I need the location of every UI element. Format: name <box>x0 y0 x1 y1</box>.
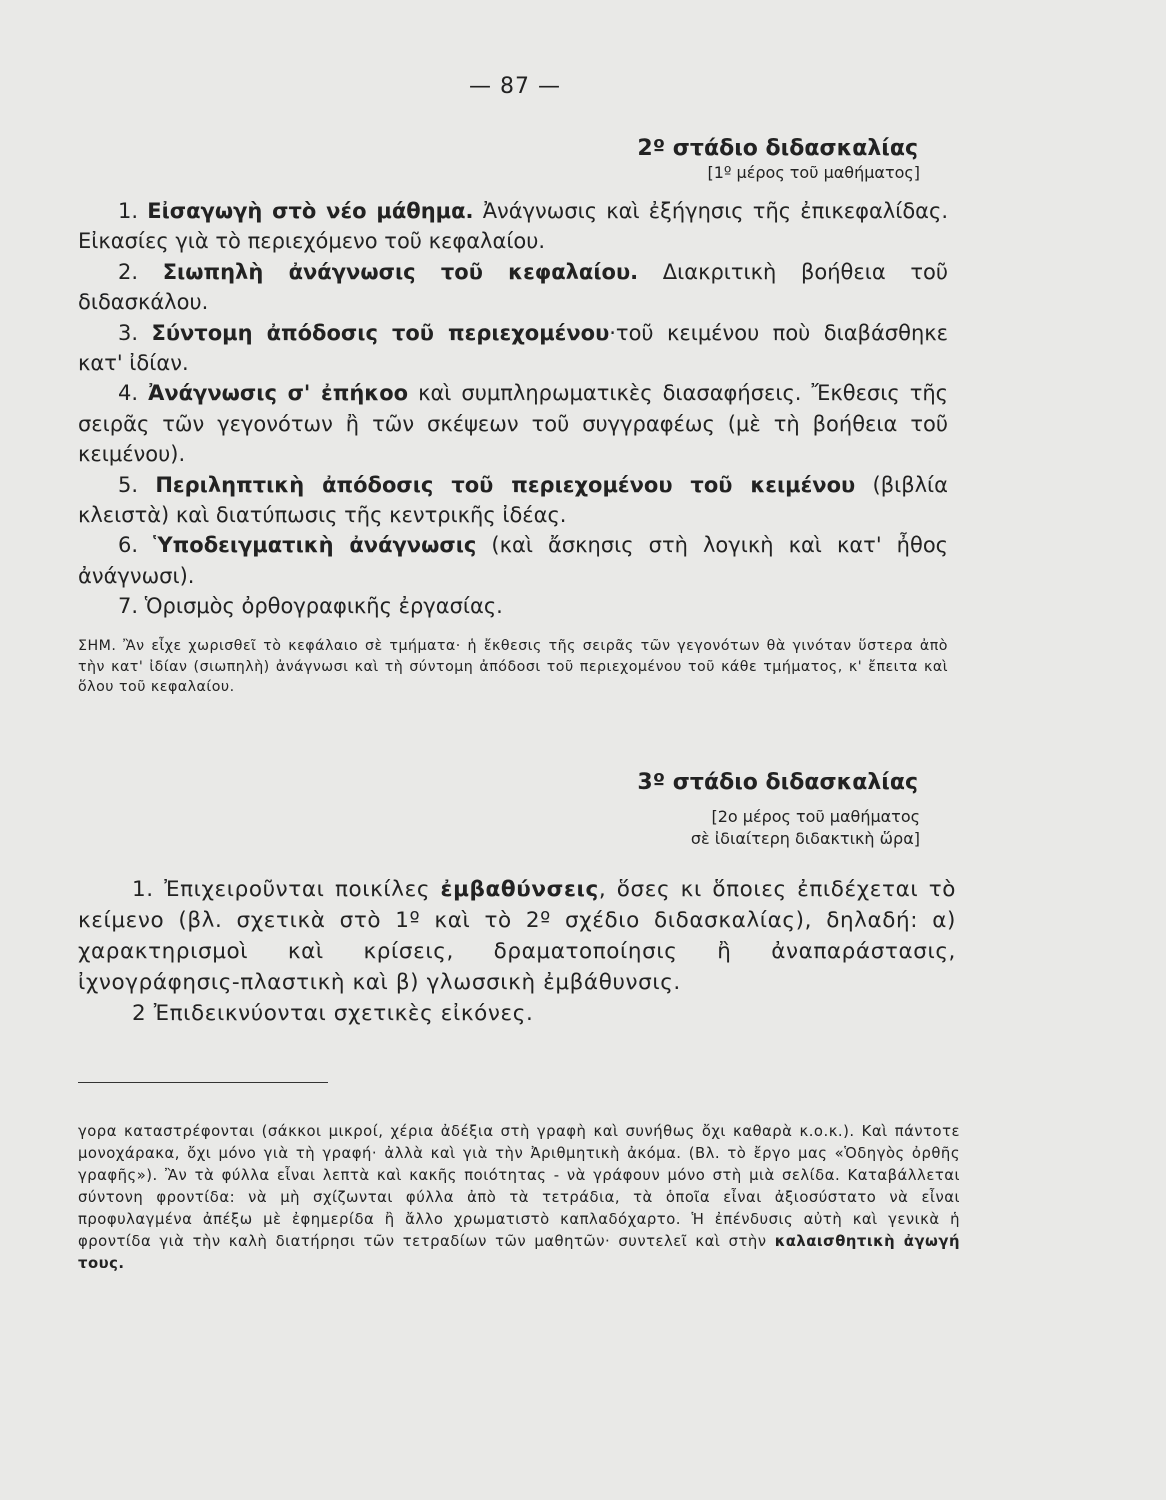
footnote-text: γορα καταστρέφονται (σάκκοι μικροί, χέρια ἀδέξια στὴ γραφὴ καὶ συνήθως ὄχι καθαρὰ κ.ο.κ.). Καὶ πάντοτε μονοχάρακα, ὄχι μόνο γιὰ τὴ γραφή· ἀλλὰ καὶ γιὰ τὴν Ἀριθμητικὴ ἀκόμα. (Βλ. τὸ ἔργο μας «Ὁδηγὸς ὀρθῆς γραφῆς»). Ἂν τὰ φύλλα εἶναι λεπτὰ καὶ κακῆς ποιότητας - νὰ γράφουν μόνο στὴ μιὰ σελίδα. Καταβάλλεται σύντονη φροντίδα: νὰ μὴ σχίζωνται φύλλα ἀπὸ τὰ τετράδια, τὰ ὁποῖα εἶναι ἀξιοσύστατο νὰ εἶναι προφυλαγμένα ἀπέξω μὲ ἐφημερίδα ἢ ἄλλο χρωματιστὸ καπλαδόχαρτο. Ἡ ἐπένδυσις αὐτὴ καὶ γενικὰ ἡ φροντίδα γιὰ τὴν καλὴ διατήρησι τῶν τετραδίων τῶν μαθητῶν· συντελεῖ καὶ στὴν <box>78 1123 960 1250</box>
footnote-emphasis: καλαισθητικὴ ἀγωγή τους. <box>78 1233 960 1272</box>
item-number: 2. <box>118 259 139 284</box>
item-text: (καὶ ἄσκησις στὴ λογικὴ καὶ κατ' ἦθος ἀνάγνωσι). <box>78 533 949 588</box>
footnote-rule <box>78 1082 328 1083</box>
section3-subheading <box>691 806 920 850</box>
page-number: — 87 — <box>469 74 561 99</box>
item-text: Ὁρισμὸς ὀρθογραφικῆς ἐργασίας. <box>144 594 503 619</box>
list-item <box>78 470 948 531</box>
list-item: 2 Ἐπιδεικνύονται σχετικὲς εἰκόνες. <box>132 1001 534 1026</box>
section3-body <box>78 874 956 1029</box>
item-number: 3. <box>118 320 139 345</box>
list-item <box>78 378 948 469</box>
list-item <box>78 196 948 257</box>
item-number: 1. <box>132 877 154 902</box>
subheading-line: σὲ ἰδιαίτερη διδακτικὴ ὥρα] <box>690 829 920 848</box>
item-title: Σιωπηλὴ ἀνάγνωσις τοῦ κεφαλαίου. <box>162 259 639 284</box>
item-number: 4. <box>118 381 139 406</box>
section2-subheading: [1º μέρος τοῦ μαθήματος] <box>707 163 920 182</box>
item-title: Σύντομη ἀπόδοσις τοῦ περιεχομένου <box>151 320 610 345</box>
section2-list <box>78 196 948 622</box>
footnote <box>78 1121 960 1275</box>
item-title: Ἀνάγνωσις σ' ἐπήκοο <box>148 381 409 406</box>
list-item <box>78 874 956 998</box>
item-text: Διακριτικὴ βοήθεια τοῦ διδασκάλου. <box>78 259 948 315</box>
item-title: Ὑποδειγματικὴ ἀνάγνωσις <box>153 533 477 558</box>
item-number: 5. <box>118 472 139 497</box>
section2-heading: 2º στάδιο διδασκαλίας <box>637 136 918 161</box>
item-text: Ἐπιχειροῦνται ποικίλες <box>153 877 441 902</box>
section3-heading: 3º στάδιο διδασκαλίας <box>637 770 918 795</box>
item-number: 7. <box>118 594 139 619</box>
item-text: Ἀνάγνωσις καὶ ἐξήγησις τῆς ἐπικεφαλίδας. Εἰκασίες γιὰ τὸ περιεχόμενο τοῦ κεφαλαίου. <box>78 199 949 254</box>
item-title: Περιληπτικὴ ἀπόδοσις τοῦ περιεχομένου τοῦ κειμένου <box>155 472 856 497</box>
list-item <box>78 591 948 621</box>
item-text: καὶ συμπληρωματικὲς διασαφήσεις. Ἔκθεσις τῆς σειρᾶς τῶν γεγονότων ἢ τῶν σκέψεων τοῦ συγγραφέως (μὲ τὴ βοήθεια τοῦ κειμένου). <box>78 381 948 467</box>
section2-note: ΣΗΜ. Ἂν εἶχε χωρισθεῖ τὸ κεφάλαιο σὲ τμήματα· ἡ ἔκθεσις τῆς σειρᾶς τῶν γεγονότων θὰ γινόταν ὕστερα ἀπὸ τὴν κατ' ἰδίαν (σιωπηλὴ) ἀνάγνωσι καὶ τὴ σύντομη ἀπόδοσι τοῦ περιεχομένου τοῦ κάθε τμήματος, κ' ἔπειτα καὶ ὅλου τοῦ κεφαλαίου. <box>78 638 948 695</box>
list-item <box>78 257 948 318</box>
item-text: , ὅσες κι ὅποιες ἐπιδέχεται τὸ κείμενο (βλ. σχετικὰ στὸ 1º καὶ τὸ 2º σχέδιο διδασκαλίας), δηλαδή: α) χαρακτηρισμοὶ καὶ κρίσεις, δραματοποίησις ἢ ἀναπαράστασις, ἰχνογράφησις-πλαστικὴ καὶ β) γλωσσικὴ ἐμβάθυνσις. <box>78 877 956 995</box>
item-text: ·τοῦ κειμένου ποὺ διαβάσθηκε κατ' ἰδίαν. <box>78 320 948 376</box>
item-number: 1. <box>118 199 139 223</box>
subheading-line: [2ο μέρος τοῦ μαθήματος <box>711 807 920 826</box>
item-title: Εἰσαγωγὴ στὸ νέο μάθημα. <box>147 199 474 223</box>
list-item <box>78 318 948 379</box>
list-item <box>78 530 948 591</box>
item-text: (βιβλία κλειστὰ) καὶ διατύπωσις τῆς κεντρικῆς ἰδέας. <box>78 472 948 528</box>
item-number: 6. <box>118 533 139 558</box>
item-emphasis: ἐμβαθύνσεις <box>440 877 599 902</box>
